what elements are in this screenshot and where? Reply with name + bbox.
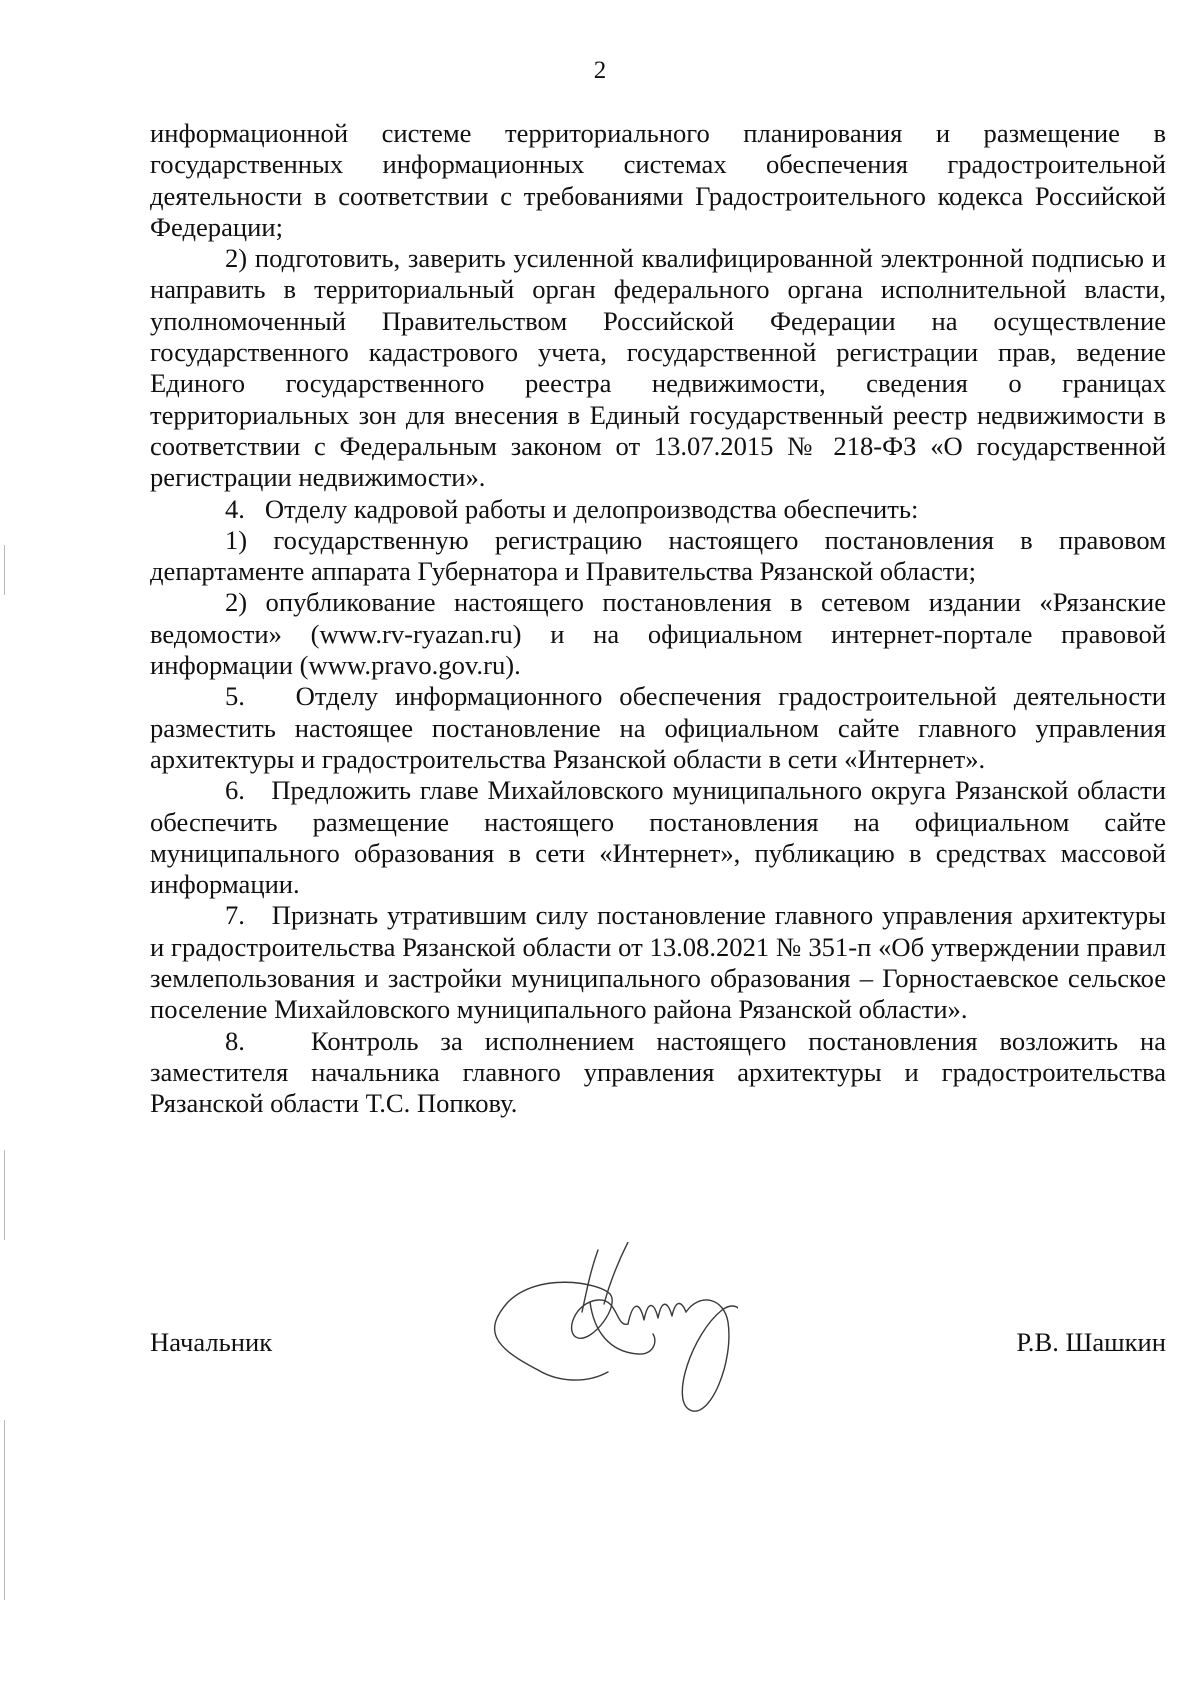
- clause-4: 4. Отделу кадровой работы и делопроизводства обеспечить:: [225, 493, 919, 524]
- clause-5: 5. Отделу информационного обеспечения градостроительной деятельности разместить настоящее постановление на официальном сайте главного управления архитектуры и градостроительства Рязанской области в сети «Интернет».: [150, 681, 1166, 774]
- clause-4-2: 2) опубликование настоящего постановления в сетевом издании «Рязанские ведомости» (www.rv-ryazan.ru) и на официальном интернет-портале правовой информации (www.pravo.gov.ru).: [150, 587, 1166, 681]
- clause-7: 7. Признать утратившим силу постановление главного управления архитектуры и градостроительства Рязанской области от 13.08.2021 № 351-п «Об утверждении правил землепользования и застройки муниципального образования – Горностаевское сельское поселение Михайловского муниципального района Рязанской области».: [150, 900, 1166, 1025]
- scan-edge-mark: [4, 1150, 5, 1240]
- signature-row: [150, 1327, 1166, 1367]
- continuation-paragraph: информационной системе территориального планирования и размещение в государственных информационных системах обеспечения градостроительной деятельности в соответствии с требованиями Градостроительного кодекса Российской Федерации;: [150, 118, 1166, 242]
- clause-6: 6. Предложить главе Михайловского муниципального округа Рязанской области обеспечить размещение настоящего постановления на официальном сайте муниципального образования в сети «Интернет», публикацию в средствах массовой информации.: [150, 775, 1166, 900]
- page-number: 2: [593, 57, 607, 84]
- signatory-name: Р.В. Шашкин: [1016, 1327, 1166, 1357]
- clause-8: 8. Контроль за исполнением настоящего постановления возложить на заместителя начальника главного управления архитектуры и градостроительства Рязанской области Т.С. Попкову.: [150, 1025, 1166, 1119]
- signatory-title: Начальник: [150, 1327, 273, 1357]
- clause-4-1: 1) государственную регистрацию настоящего постановления в правовом департаменте аппарата Губернатора и Правительства Рязанской области;: [150, 524, 1166, 587]
- scan-edge-mark: [4, 1420, 5, 1600]
- clause-3-2: 2) подготовить, заверить усиленной квалифицированной электронной подписью и направить в территориальный орган федерального органа исполнительной власти, уполномоченный Правительством Российской Федерации на осуществление государственного кадастрового учета, государственной регистрации прав, ведение Единого государственного реестра недвижимости, сведения о границах территориальных зон для внесения в Единый государственный реестр недвижимости в соответствии с Федеральным законом от 13.07.2015 № 218-ФЗ «О государственной регистрации недвижимости».: [150, 243, 1166, 493]
- scan-edge-mark: [4, 545, 5, 595]
- document-body: [150, 118, 1166, 1120]
